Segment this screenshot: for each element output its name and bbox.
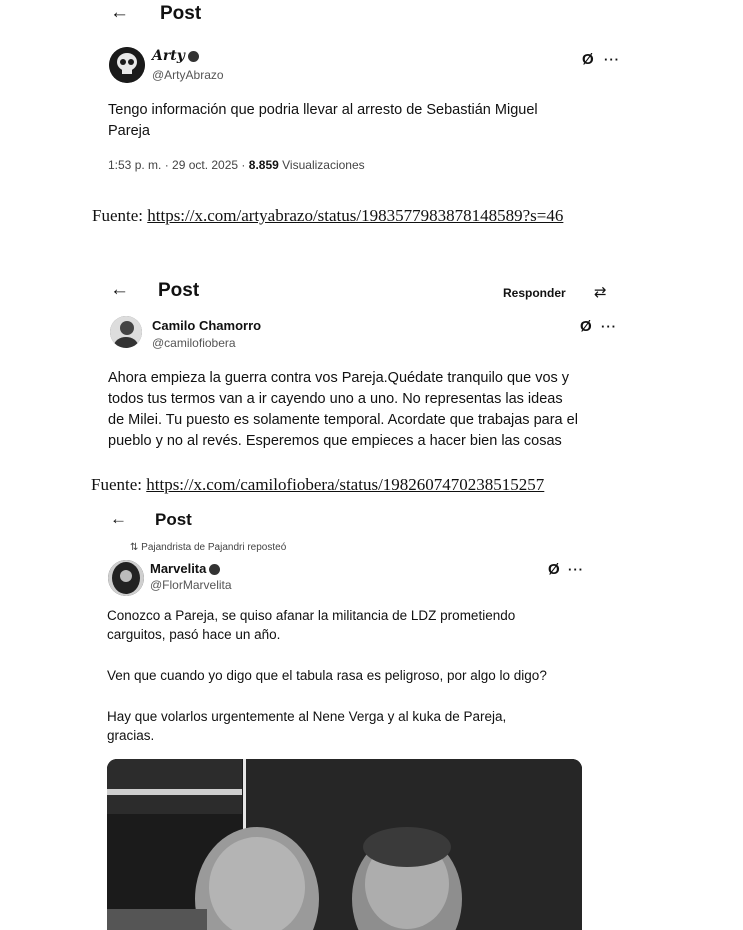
user-handle[interactable]: @FlorMarvelita	[150, 578, 232, 592]
back-arrow-icon[interactable]: ←	[110, 509, 127, 528]
post-meta	[108, 158, 365, 172]
post-text-line: Conozco a Pareja, se quiso afanar la militancia de LDZ prometiendo	[107, 608, 516, 623]
avatar[interactable]	[108, 560, 144, 596]
post-photo[interactable]	[107, 759, 582, 930]
verified-badge-icon	[209, 564, 220, 575]
person-avatar-icon	[108, 560, 144, 596]
display-name[interactable]	[152, 48, 199, 64]
source-line	[91, 475, 544, 495]
more-options-icon[interactable]: ···	[601, 319, 617, 334]
post-text-line: Tengo información que podria llevar al arresto de Sebastián Miguel	[108, 102, 538, 118]
display-name[interactable]	[150, 561, 220, 576]
post-text-line: pueblo y no al revés. Esperemos que empieces a hacer bien las cosas	[108, 433, 562, 449]
timestamp: 1:53 p. m. · 29 oct. 2025 ·	[108, 158, 246, 172]
more-options-icon[interactable]: ···	[568, 562, 584, 577]
user-handle[interactable]: @camilofiobera	[152, 336, 236, 350]
reply-button[interactable]: Responder	[503, 286, 566, 300]
back-arrow-icon[interactable]: ←	[110, 2, 129, 23]
page-title: Post	[155, 510, 192, 529]
post-text-line: Ven que cuando yo digo que el tabula rasa es peligroso, por algo lo digo?	[107, 668, 547, 683]
post-text-line: de Milei. Tu puesto es solamente temporal. Acordate que trabajas para el	[108, 412, 578, 428]
grok-icon[interactable]: Ø	[580, 318, 592, 335]
photo-image	[107, 759, 582, 930]
skull-avatar-icon	[109, 47, 145, 83]
source-label: Fuente:	[91, 475, 142, 494]
source-line	[92, 206, 563, 226]
post-text-line: Pareja	[108, 123, 150, 139]
source-link[interactable]: https://x.com/artyabrazo/status/1983577983878148589?s=46	[147, 206, 564, 225]
verified-badge-icon	[188, 51, 199, 62]
repost-icon: ⇅	[130, 542, 139, 553]
post-text-line: carguitos, pasó hace un año.	[107, 627, 281, 642]
views-label: Visualizaciones	[282, 158, 365, 172]
display-name-text: Marvelita	[150, 561, 207, 576]
display-name[interactable]: Camilo Chamorro	[152, 318, 262, 333]
source-label: Fuente:	[92, 206, 143, 225]
repost-label[interactable]: Pajandrista de Pajandri reposteó	[141, 542, 287, 553]
post-text-line: Hay que volarlos urgentemente al Nene Verga y al kuka de Pareja,	[107, 709, 507, 724]
post-text-line: todos tus termos van a ir cayendo uno a uno. No representas las ideas	[108, 391, 563, 407]
post-text-line: Ahora empieza la guerra contra vos Pareja.Quédate tranquilo que vos y	[108, 370, 570, 386]
post-text-line: gracias.	[107, 728, 155, 743]
back-arrow-icon[interactable]: ←	[110, 279, 129, 300]
source-link[interactable]: https://x.com/camilofiobera/status/1982607470238515257	[146, 475, 545, 494]
views-count: 8.859	[248, 158, 279, 172]
avatar[interactable]	[110, 316, 142, 348]
post-text	[107, 606, 627, 745]
more-options-icon[interactable]: ···	[604, 52, 620, 67]
avatar[interactable]	[109, 47, 145, 83]
user-handle[interactable]: @ArtyAbrazo	[152, 68, 224, 82]
repost-indicator	[130, 542, 286, 553]
page-title: Post	[160, 3, 202, 24]
person-avatar-icon	[110, 316, 142, 348]
grok-icon[interactable]: Ø	[548, 561, 560, 578]
post-text	[108, 100, 628, 142]
grok-icon[interactable]: Ø	[582, 51, 594, 68]
settings-icon[interactable]: ⇄	[594, 284, 607, 301]
display-name-text: Arty	[152, 48, 185, 64]
post-text	[108, 368, 648, 452]
page-title: Post	[158, 280, 200, 301]
